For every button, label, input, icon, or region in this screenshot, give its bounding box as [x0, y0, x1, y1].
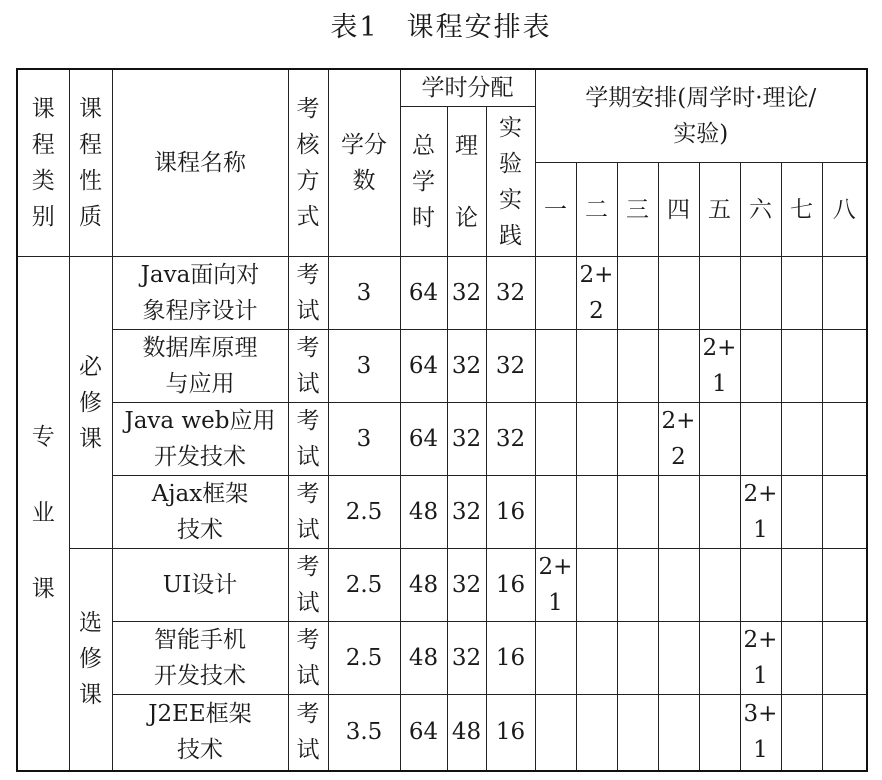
theory-hours-cell: 32 — [447, 622, 486, 695]
credits-cell: 3 — [328, 330, 400, 403]
header-theory: 理 论 — [447, 107, 486, 257]
course-name-cell: Java面向对 象程序设计 — [112, 257, 288, 330]
theory-hours-cell: 32 — [447, 549, 486, 622]
semester-cell-5 — [699, 257, 740, 330]
header-nature: 课 程 性 质 — [69, 69, 112, 257]
exam-cell: 考 试 — [288, 622, 328, 695]
nature-required-cell: 必 修 课 — [69, 257, 112, 549]
theory-hours-cell: 32 — [447, 476, 486, 549]
header-semester-group: 学期安排(周学时·理论/ 实验) — [535, 69, 867, 163]
semester-cell-3 — [617, 622, 658, 695]
practice-hours-cell: 32 — [486, 330, 535, 403]
semester-cell-5 — [699, 549, 740, 622]
total-hours-cell: 64 — [400, 695, 447, 771]
practice-hours-cell: 16 — [486, 476, 535, 549]
header-semester-2: 二 — [576, 163, 617, 257]
table-row — [17, 257, 867, 330]
credits-cell: 3 — [328, 257, 400, 330]
semester-cell-8 — [822, 330, 867, 403]
exam-cell: 考 试 — [288, 330, 328, 403]
theory-hours-cell: 32 — [447, 403, 486, 476]
header-semester-3: 三 — [617, 163, 658, 257]
semester-cell-7 — [781, 549, 822, 622]
semester-cell-4 — [658, 695, 699, 771]
semester-cell-4 — [658, 257, 699, 330]
credits-cell: 2.5 — [328, 549, 400, 622]
semester-cell-8 — [822, 695, 867, 771]
course-name-cell: Java web应用 开发技术 — [112, 403, 288, 476]
course-name-cell: UI设计 — [112, 549, 288, 622]
semester-cell-3 — [617, 330, 658, 403]
practice-hours-cell: 16 — [486, 695, 535, 771]
header-semester-4: 四 — [658, 163, 699, 257]
semester-cell-7 — [781, 695, 822, 771]
semester-cell-7 — [781, 622, 822, 695]
semester-cell-2 — [576, 403, 617, 476]
exam-cell: 考 试 — [288, 257, 328, 330]
semester-cell-6: 3+ 1 — [740, 695, 781, 771]
header-semester-7: 七 — [781, 163, 822, 257]
header-credits: 学分 数 — [328, 69, 400, 257]
practice-hours-cell: 16 — [486, 622, 535, 695]
table-caption — [0, 8, 882, 48]
semester-cell-5 — [699, 403, 740, 476]
exam-cell: 考 试 — [288, 549, 328, 622]
semester-cell-2 — [576, 695, 617, 771]
semester-cell-1 — [535, 695, 576, 771]
header-category: 课 程 类 别 — [17, 69, 69, 257]
exam-cell: 考 试 — [288, 695, 328, 771]
semester-cell-4 — [658, 622, 699, 695]
caption-title: 课程安排表 — [406, 12, 552, 43]
semester-cell-8 — [822, 549, 867, 622]
total-hours-cell: 64 — [400, 330, 447, 403]
semester-cell-2 — [576, 622, 617, 695]
semester-cell-7 — [781, 330, 822, 403]
semester-cell-8 — [822, 257, 867, 330]
total-hours-cell: 48 — [400, 476, 447, 549]
semester-cell-1 — [535, 257, 576, 330]
table-row — [17, 330, 867, 403]
semester-cell-8 — [822, 403, 867, 476]
course-name-cell: Ajax框架 技术 — [112, 476, 288, 549]
nature-elective-cell: 选 修 课 — [69, 549, 112, 771]
semester-cell-6 — [740, 330, 781, 403]
semester-cell-6 — [740, 549, 781, 622]
header-semester-5: 五 — [699, 163, 740, 257]
theory-hours-cell: 32 — [447, 257, 486, 330]
semester-cell-1: 2+ 1 — [535, 549, 576, 622]
header-semester-1: 一 — [535, 163, 576, 257]
total-hours-cell: 64 — [400, 403, 447, 476]
credits-cell: 2.5 — [328, 476, 400, 549]
table-row — [17, 549, 867, 622]
semester-cell-6 — [740, 257, 781, 330]
semester-cell-1 — [535, 403, 576, 476]
table-row — [17, 695, 867, 771]
course-name-cell: J2EE框架 技术 — [112, 695, 288, 771]
semester-cell-2 — [576, 476, 617, 549]
semester-cell-8 — [822, 622, 867, 695]
semester-cell-1 — [535, 476, 576, 549]
semester-cell-7 — [781, 257, 822, 330]
theory-hours-cell: 32 — [447, 330, 486, 403]
semester-cell-7 — [781, 403, 822, 476]
theory-hours-cell: 48 — [447, 695, 486, 771]
semester-cell-3 — [617, 257, 658, 330]
semester-cell-8 — [822, 476, 867, 549]
category-cell: 专 业 课 — [17, 257, 69, 771]
semester-cell-6: 2+ 1 — [740, 476, 781, 549]
header-exam: 考 核 方 式 — [288, 69, 328, 257]
semester-cell-3 — [617, 403, 658, 476]
course-name-cell: 数据库原理 与应用 — [112, 330, 288, 403]
credits-cell: 2.5 — [328, 622, 400, 695]
total-hours-cell: 48 — [400, 549, 447, 622]
table-row — [17, 476, 867, 549]
course-name-cell: 智能手机 开发技术 — [112, 622, 288, 695]
table-row — [17, 403, 867, 476]
table-row — [17, 622, 867, 695]
credits-cell: 3 — [328, 403, 400, 476]
semester-cell-4 — [658, 476, 699, 549]
practice-hours-cell: 16 — [486, 549, 535, 622]
total-hours-cell: 64 — [400, 257, 447, 330]
semester-cell-3 — [617, 549, 658, 622]
semester-cell-1 — [535, 622, 576, 695]
header-total-hours: 总 学 时 — [400, 107, 447, 257]
total-hours-cell: 48 — [400, 622, 447, 695]
semester-cell-1 — [535, 330, 576, 403]
practice-hours-cell: 32 — [486, 257, 535, 330]
credits-cell: 3.5 — [328, 695, 400, 771]
semester-cell-3 — [617, 476, 658, 549]
header-semester-8: 八 — [822, 163, 867, 257]
semester-cell-5 — [699, 476, 740, 549]
semester-cell-4 — [658, 549, 699, 622]
practice-hours-cell: 32 — [486, 403, 535, 476]
exam-cell: 考 试 — [288, 403, 328, 476]
semester-cell-7 — [781, 476, 822, 549]
header-row-1 — [17, 69, 867, 107]
semester-cell-4 — [658, 330, 699, 403]
semester-cell-2 — [576, 330, 617, 403]
caption-number: 表1 — [330, 12, 379, 43]
semester-cell-5: 2+ 1 — [699, 330, 740, 403]
semester-cell-6 — [740, 403, 781, 476]
semester-cell-5 — [699, 622, 740, 695]
semester-cell-4: 2+ 2 — [658, 403, 699, 476]
course-schedule-table — [16, 68, 868, 772]
semester-cell-3 — [617, 695, 658, 771]
semester-cell-2 — [576, 549, 617, 622]
semester-cell-5 — [699, 695, 740, 771]
header-semester-6: 六 — [740, 163, 781, 257]
header-practice: 实 验 实 践 — [486, 107, 535, 257]
semester-cell-6: 2+ 1 — [740, 622, 781, 695]
exam-cell: 考 试 — [288, 476, 328, 549]
semester-cell-2: 2+ 2 — [576, 257, 617, 330]
header-hours-group: 学时分配 — [400, 69, 535, 107]
header-name: 课程名称 — [112, 69, 288, 257]
